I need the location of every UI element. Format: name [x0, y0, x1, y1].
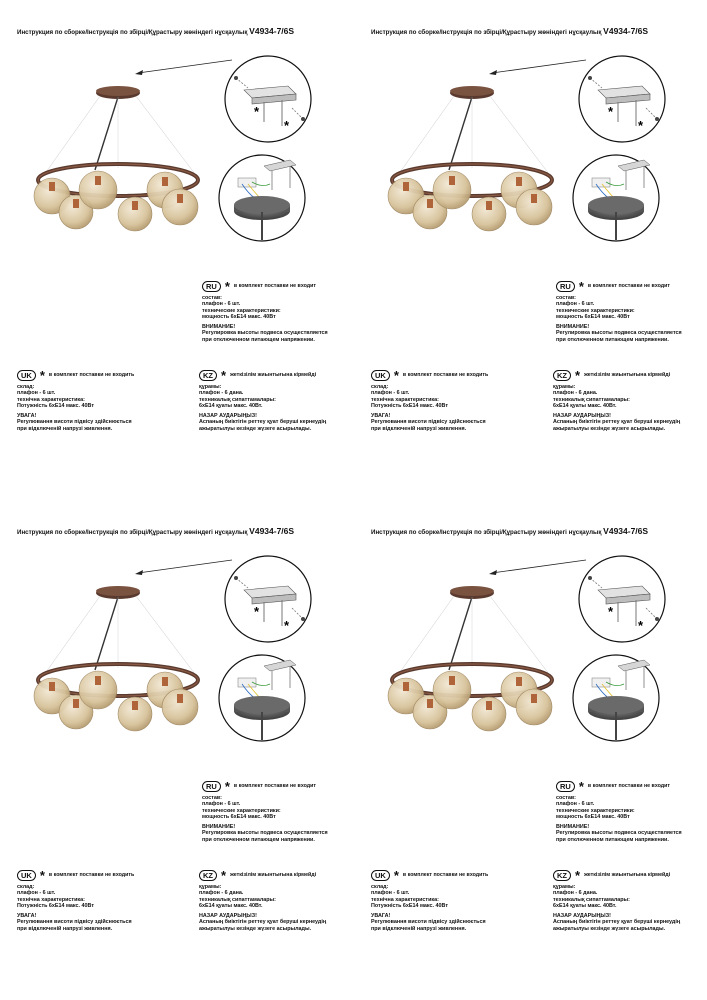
ru-instructions — [556, 778, 682, 843]
ru-line: мощность 6хЕ14 макс. 40Вт — [556, 313, 630, 320]
uk-warning-line: Регулювання висоти підвісу здійснюється — [371, 919, 486, 926]
kz-instructions — [553, 367, 681, 432]
instruction-title: Инструкция по сборке/Інструкція по збірці/Құрастыру жөніндегі нұсқаулық V4934-7/6S — [371, 26, 649, 36]
kz-line: техникалық сипаттамалары: — [553, 396, 630, 403]
uk-line: Потужність 6хЕ14 макс. 40Вт — [17, 902, 94, 909]
instruction-panel — [0, 500, 353, 1000]
uk-line: склад: — [17, 384, 35, 390]
uk-instructions — [17, 367, 135, 432]
ru-warning-line: при отключенном питающем напряжении. — [556, 836, 669, 843]
kz-line: плафон - 6 дана. — [553, 390, 598, 397]
uk-line: плафон - 6 шт. — [17, 890, 56, 897]
ru-warning-line: Регулировка высоты подвеса осуществляется — [556, 330, 682, 337]
asterisk-icon: * — [39, 867, 45, 883]
ru-warning-title: ВНИМАНИЕ! — [556, 324, 590, 331]
asterisk-icon: * — [221, 867, 227, 883]
uk-note: в комплект поставки не входить — [402, 372, 489, 379]
asterisk-icon: * — [575, 867, 581, 883]
uk-line: Потужність 6хЕ14 макс. 40Вт — [17, 402, 94, 409]
ru-badge: RU — [202, 281, 221, 292]
kz-line: плафон - 6 дана. — [199, 890, 244, 897]
ru-line: мощность 6хЕ14 макс. 40Вт — [202, 313, 276, 320]
uk-line: склад: — [371, 384, 389, 390]
ru-warning-line: при отключенном питающем напряжении. — [202, 336, 315, 343]
uk-note: в комплект поставки не входить — [402, 872, 489, 879]
chandelier-illustration — [0, 0, 353, 260]
uk-line: плафон - 6 шт. — [371, 390, 410, 397]
asterisk-icon: * — [575, 367, 581, 383]
kz-warning-line: ажыратылуы кезінде жүзеге асырылады. — [199, 425, 312, 432]
ru-note: в комплект поставки не входит — [233, 783, 317, 790]
kz-line: техникалық сипаттамалары: — [199, 896, 276, 903]
kz-note: жеткізілім жиынтығына кірмейді — [584, 872, 671, 879]
uk-line: Потужність 6хЕ14 макс. 40Вт — [371, 402, 448, 409]
ru-line: состав: — [556, 295, 576, 301]
uk-warning-line: при відключеній напрузі живлення. — [371, 425, 467, 432]
ru-line: технические характеристики: — [202, 307, 281, 314]
instruction-panel — [354, 500, 707, 1000]
uk-warning-line: Регулювання висоти підвісу здійснюється — [17, 419, 132, 426]
model-code: V4934-7/6S — [603, 526, 649, 536]
kz-note: жеткізілім жиынтығына кірмейді — [584, 372, 671, 379]
mounting-bracket-icon — [579, 556, 665, 642]
asterisk-icon: * — [39, 367, 45, 383]
uk-line: склад: — [371, 884, 389, 890]
uk-badge: UK — [17, 370, 36, 381]
instruction-title: Инструкция по сборке/Інструкція по збірці/Құрастыру жөніндегі нұсқаулық V4934-7/6S — [371, 526, 649, 536]
svg-text:*: * — [638, 118, 644, 133]
kz-line: 6хЕ14 қуаты макс. 40Вт. — [199, 902, 263, 909]
kz-badge: KZ — [553, 370, 571, 381]
kz-line: техникалық сипаттамалары: — [199, 396, 276, 403]
uk-warning-title: УВАГА! — [17, 413, 37, 420]
mounting-bracket-icon — [579, 56, 665, 142]
uk-warning-line: при відключеній напрузі живлення. — [371, 925, 467, 932]
asterisk-icon: * — [578, 278, 584, 294]
chandelier-illustration — [354, 0, 707, 260]
ru-line: состав: — [556, 795, 576, 801]
ru-line: плафон - 6 шт. — [202, 301, 241, 308]
ru-line: состав: — [202, 795, 222, 801]
ru-warning-title: ВНИМАНИЕ! — [202, 824, 236, 831]
asterisk-icon: * — [393, 867, 399, 883]
kz-warning-title: НАЗАР АУДАРЫҢЫЗ! — [199, 913, 257, 920]
kz-instructions — [199, 367, 327, 432]
ru-note: в комплект поставки не входит — [587, 783, 671, 790]
asterisk-icon: * — [221, 367, 227, 383]
ru-warning-line: Регулировка высоты подвеса осуществляется — [202, 330, 328, 337]
ru-instructions — [556, 278, 682, 343]
ru-warning-line: при отключенном питающем напряжении. — [202, 836, 315, 843]
asterisk-icon: * — [393, 367, 399, 383]
ru-warning-line: при отключенном питающем напряжении. — [556, 336, 669, 343]
uk-badge: UK — [17, 870, 36, 881]
wiring-cup-icon — [573, 155, 659, 241]
uk-warning-line: при відключеній напрузі живлення. — [17, 925, 113, 932]
instruction-panel — [354, 0, 707, 500]
kz-warning-line: ажыратылуы кезінде жүзеге асырылады. — [553, 925, 666, 932]
kz-line: құрамы: — [199, 384, 222, 390]
wiring-cup-icon — [219, 155, 305, 241]
kz-instructions — [553, 867, 681, 932]
wiring-cup-icon — [219, 655, 305, 741]
kz-warning-line: ажыратылуы кезінде жүзеге асырылады. — [553, 425, 666, 432]
ru-note: в комплект поставки не входит — [587, 283, 671, 290]
uk-note: в комплект поставки не входить — [48, 372, 135, 379]
kz-line: 6хЕ14 қуаты макс. 40Вт. — [553, 402, 617, 409]
uk-instructions — [17, 867, 135, 932]
ru-warning-title: ВНИМАНИЕ! — [202, 324, 236, 331]
kz-note: жеткізілім жиынтығына кірмейді — [230, 872, 317, 879]
kz-warning-line: Аспаның биіктігін реттеу қуат беруші кернеудің — [553, 419, 681, 426]
ru-note: в комплект поставки не входит — [233, 283, 317, 290]
svg-text:*: * — [284, 118, 290, 133]
kz-badge: KZ — [199, 870, 217, 881]
kz-badge: KZ — [199, 370, 217, 381]
asterisk-icon: * — [578, 778, 584, 794]
uk-line: плафон - 6 шт. — [17, 390, 56, 397]
ru-warning-line: Регулировка высоты подвеса осуществляется — [202, 830, 328, 837]
ru-instructions — [202, 278, 328, 343]
ru-badge: RU — [556, 781, 575, 792]
kz-warning-line: Аспаның биіктігін реттеу қуат беруші кернеудің — [199, 419, 327, 426]
uk-line: технічна характеристика: — [371, 396, 439, 403]
uk-warning-line: Регулювання висоти підвісу здійснюється — [17, 919, 132, 926]
kz-badge: KZ — [553, 870, 571, 881]
kz-line: техникалық сипаттамалары: — [553, 896, 630, 903]
ru-line: плафон - 6 шт. — [202, 801, 241, 808]
mounting-bracket-icon — [225, 556, 311, 642]
instruction-title: Инструкция по сборке/Інструкція по збірці/Құрастыру жөніндегі нұсқаулық V4934-7/6S — [17, 26, 295, 36]
ru-line: технические характеристики: — [556, 807, 635, 814]
instruction-panel — [0, 0, 353, 500]
model-code: V4934-7/6S — [249, 26, 295, 36]
svg-text:*: * — [608, 104, 614, 119]
chandelier-illustration — [354, 500, 707, 760]
ru-line: технические характеристики: — [202, 807, 281, 814]
kz-note: жеткізілім жиынтығына кірмейді — [230, 372, 317, 379]
ru-badge: RU — [556, 281, 575, 292]
uk-instructions — [371, 367, 489, 432]
kz-warning-title: НАЗАР АУДАРЫҢЫЗ! — [553, 413, 611, 420]
asterisk-icon: * — [224, 278, 230, 294]
model-code: V4934-7/6S — [249, 526, 295, 536]
kz-warning-title: НАЗАР АУДАРЫҢЫЗ! — [199, 413, 257, 420]
kz-warning-line: Аспаның биіктігін реттеу қуат беруші кернеудің — [553, 919, 681, 926]
uk-line: технічна характеристика: — [17, 896, 85, 903]
kz-warning-line: ажыратылуы кезінде жүзеге асырылады. — [199, 925, 312, 932]
asterisk-icon: * — [224, 778, 230, 794]
svg-text:*: * — [284, 618, 290, 633]
uk-warning-title: УВАГА! — [371, 413, 391, 420]
svg-text:*: * — [254, 104, 260, 119]
uk-line: технічна характеристика: — [371, 896, 439, 903]
mounting-bracket-icon — [225, 56, 311, 142]
ru-badge: RU — [202, 781, 221, 792]
uk-badge: UK — [371, 370, 390, 381]
kz-line: құрамы: — [553, 384, 576, 390]
ru-line: плафон - 6 шт. — [556, 801, 595, 808]
kz-warning-title: НАЗАР АУДАРЫҢЫЗ! — [553, 913, 611, 920]
uk-note: в комплект поставки не входить — [48, 872, 135, 879]
kz-warning-line: Аспаның биіктігін реттеу қуат беруші кернеудің — [199, 919, 327, 926]
uk-warning-title: УВАГА! — [371, 913, 391, 920]
svg-text:*: * — [638, 618, 644, 633]
uk-line: склад: — [17, 884, 35, 890]
ru-line: технические характеристики: — [556, 307, 635, 314]
kz-line: 6хЕ14 қуаты макс. 40Вт. — [199, 402, 263, 409]
ru-warning-line: Регулировка высоты подвеса осуществляется — [556, 830, 682, 837]
kz-instructions — [199, 867, 327, 932]
ru-line: мощность 6хЕ14 макс. 40Вт — [556, 813, 630, 820]
uk-line: плафон - 6 шт. — [371, 890, 410, 897]
uk-badge: UK — [371, 870, 390, 881]
ru-line: плафон - 6 шт. — [556, 301, 595, 308]
model-code: V4934-7/6S — [603, 26, 649, 36]
instruction-title: Инструкция по сборке/Інструкція по збірці/Құрастыру жөніндегі нұсқаулық V4934-7/6S — [17, 526, 295, 536]
uk-warning-title: УВАГА! — [17, 913, 37, 920]
kz-line: 6хЕ14 қуаты макс. 40Вт. — [553, 902, 617, 909]
kz-line: плафон - 6 дана. — [553, 890, 598, 897]
kz-line: құрамы: — [553, 884, 576, 890]
uk-warning-line: при відключеній напрузі живлення. — [17, 425, 113, 432]
ru-line: мощность 6хЕ14 макс. 40Вт — [202, 813, 276, 820]
svg-text:*: * — [254, 604, 260, 619]
ru-line: состав: — [202, 295, 222, 301]
uk-warning-line: Регулювання висоти підвісу здійснюється — [371, 419, 486, 426]
svg-text:*: * — [608, 604, 614, 619]
uk-line: технічна характеристика: — [17, 396, 85, 403]
chandelier-illustration — [0, 500, 353, 760]
ru-warning-title: ВНИМАНИЕ! — [556, 824, 590, 831]
uk-instructions — [371, 867, 489, 932]
kz-line: құрамы: — [199, 884, 222, 890]
ru-instructions — [202, 778, 328, 843]
uk-line: Потужність 6хЕ14 макс. 40Вт — [371, 902, 448, 909]
wiring-cup-icon — [573, 655, 659, 741]
kz-line: плафон - 6 дана. — [199, 390, 244, 397]
